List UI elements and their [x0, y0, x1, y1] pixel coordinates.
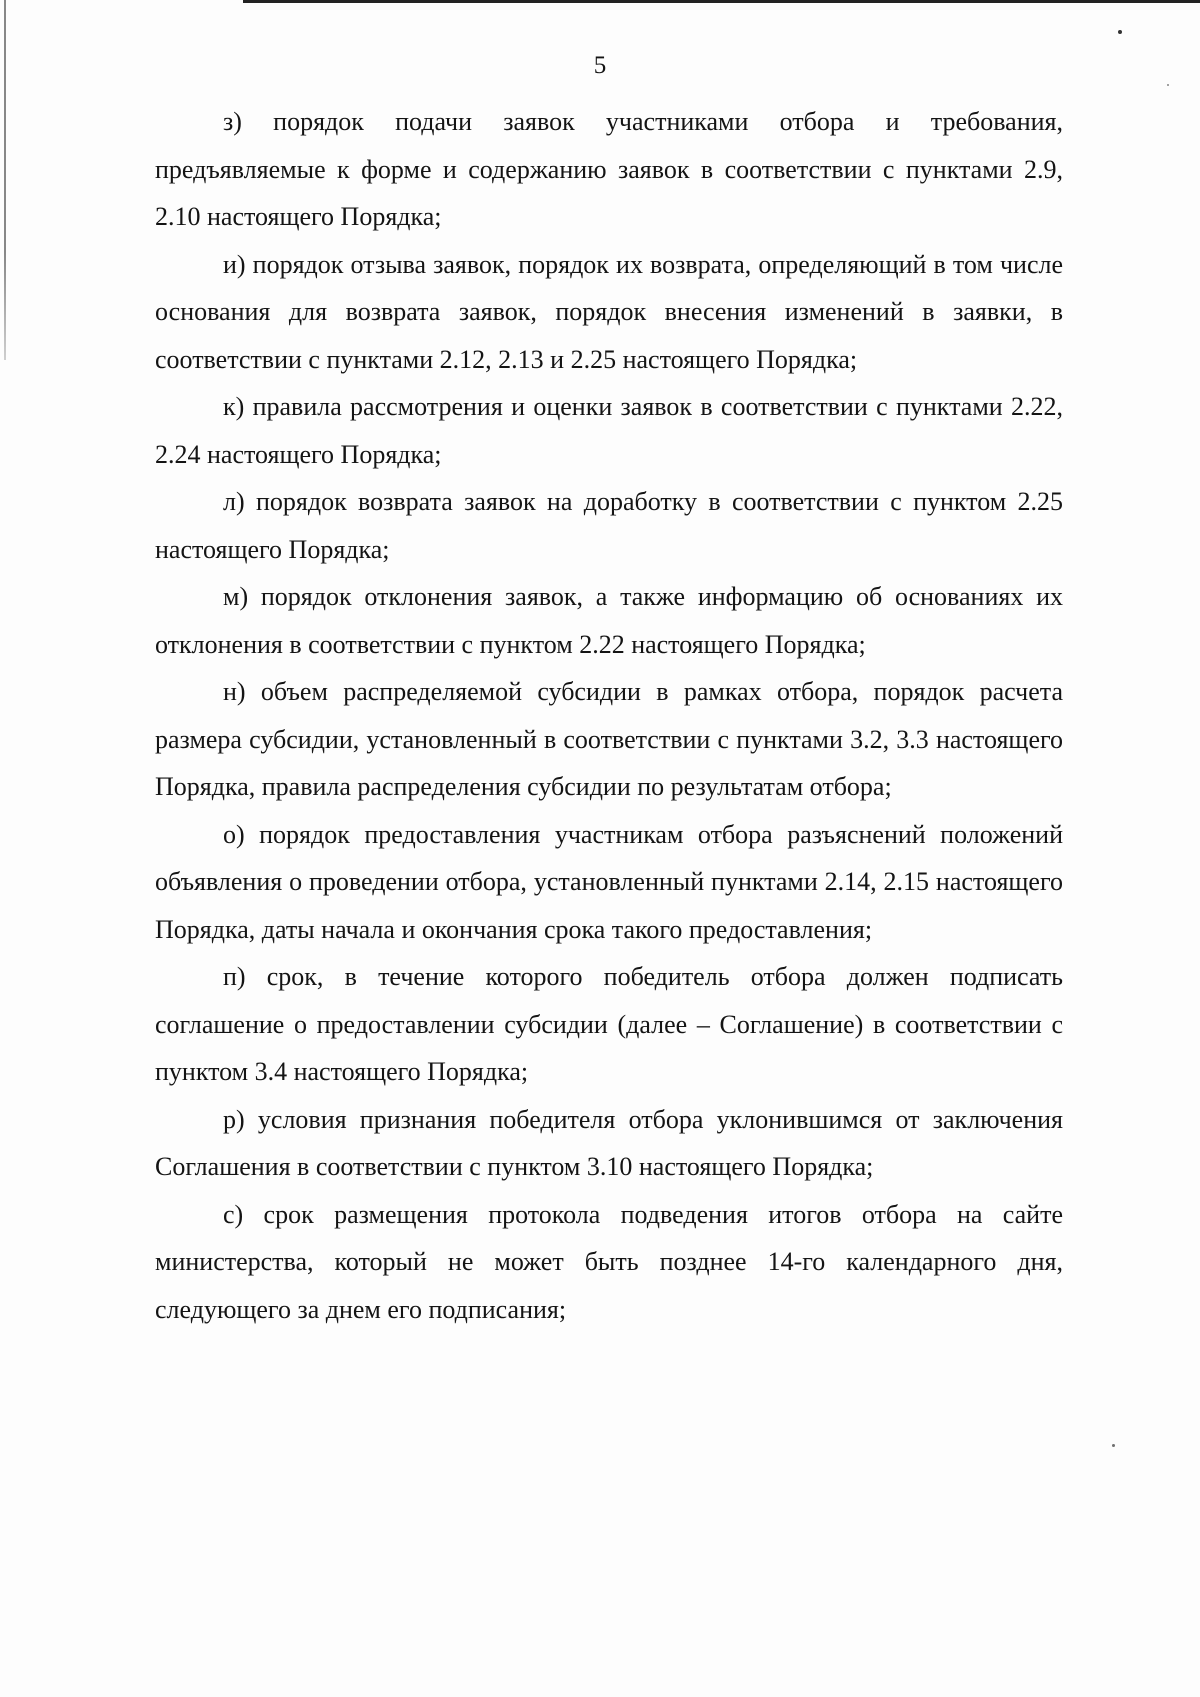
paragraph-o: о) порядок предоставления участникам отбора разъяснений положений объявления о проведении отбора, установленный пунктами 2.14, 2.15 настоящего Порядка, даты начала и окончания срока такого предоставления; [155, 819, 1063, 944]
scan-speck [1112, 1444, 1115, 1447]
paragraph-m: м) порядок отклонения заявок, а также информацию об основаниях их отклонения в соответствии с пунктом 2.22 настоящего Порядка; [155, 582, 1063, 659]
document-body [155, 98, 1063, 1333]
paragraph-k: к) правила рассмотрения и оценки заявок в соответствии с пунктами 2.22, 2.24 настоящего Порядка; [155, 392, 1063, 469]
paragraph-l: л) порядок возврата заявок на доработку в соответствии с пунктом 2.25 настоящего Порядка; [155, 487, 1063, 564]
paragraph-z: з) порядок подачи заявок участниками отбора и требования, предъявляемые к форме и содержанию заявок в соответствии с пунктами 2.9, 2.10 настоящего Порядка; [155, 107, 1063, 231]
paragraph-n: н) объем распределяемой субсидии в рамках отбора, порядок расчета размера субсидии, установленный в соответствии с пунктами 3.2, 3.3 настоящего Порядка, правила распределения субсидии по результатам отбора; [155, 677, 1063, 801]
paragraph-s: с) срок размещения протокола подведения итогов отбора на сайте министерства, который не может быть позднее 14-го календарного дня, следующего за днем его подписания; [155, 1199, 1063, 1324]
paragraph-p: п) срок, в течение которого победитель отбора должен подписать соглашение о предоставлении субсидии (далее – Соглашение) в соответствии с пунктом 3.4 настоящего Порядка; [155, 962, 1063, 1086]
top-border-line [243, 0, 1200, 3]
scan-speck [1167, 84, 1169, 86]
scan-speck [1118, 30, 1122, 34]
paragraph-i: и) порядок отзыва заявок, порядок их возврата, определяющий в том числе основания для возврата заявок, порядок внесения изменений в заявки, в соответствии с пунктами 2.12, 2.13 и 2.25 настоящего Порядка; [155, 249, 1063, 374]
page-number: 5 [593, 52, 607, 79]
paragraph-r: р) условия признания победителя отбора уклонившимся от заключения Соглашения в соответствии с пунктом 3.10 настоящего Порядка; [155, 1104, 1063, 1181]
